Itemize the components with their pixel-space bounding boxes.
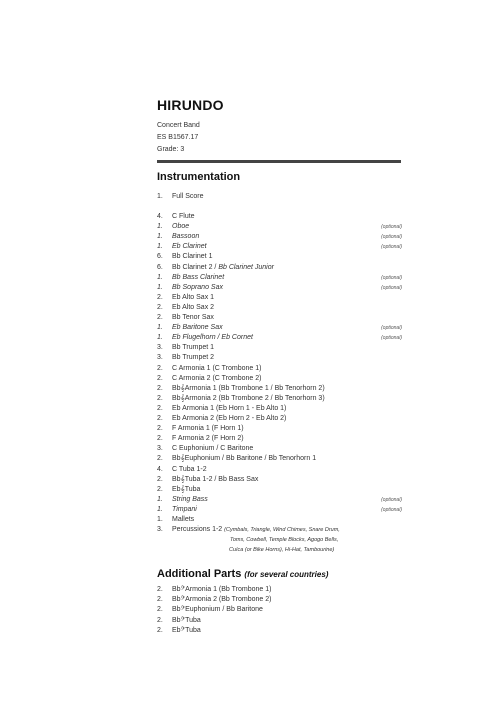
part-count: 6.: [157, 253, 163, 261]
part-name-text: Bb Tenor Sax: [172, 314, 214, 321]
part-name-text: Bb𝄞Armonia 1 (Bb Trombone 1 / Bb Tenorhorn 2): [172, 384, 325, 392]
part-name: [172, 434, 244, 444]
list-item: [157, 192, 402, 202]
part-name-text: Bb𝄞Tuba 1-2 / Bb Bass Sax: [172, 475, 259, 483]
part-name: [172, 424, 244, 434]
part-count: 1.: [157, 283, 163, 291]
part-name-text: C Flute: [172, 213, 195, 220]
part-name: [172, 414, 286, 424]
part-count: 2.: [157, 303, 163, 311]
optional-label: (optional): [381, 284, 402, 291]
heading-subtitle: (for several countries): [244, 570, 329, 579]
part-name-text: Eb Armonia 2 (Eb Horn 2 - Eb Alto 2): [172, 415, 287, 422]
meta-catalog: ES B1567.17: [157, 134, 199, 141]
part-count: 2.: [157, 415, 163, 422]
part-count: 4.: [157, 213, 163, 220]
part-count: 2.: [157, 606, 163, 614]
list-item: [157, 505, 402, 515]
part-name: [172, 515, 194, 525]
list-item: [157, 444, 402, 454]
part-name: [172, 303, 214, 313]
list-item: [157, 343, 402, 353]
list-item: [157, 293, 402, 303]
part-count: 2.: [157, 586, 163, 593]
list-item: [157, 434, 402, 444]
list-item: [157, 595, 402, 605]
part-name-text: Bb𝄞Armonia 2 (Bb Trombone 2 / Bb Tenorhorn 3): [172, 394, 325, 402]
part-count: 3.: [157, 526, 163, 534]
part-count: 1.: [157, 495, 163, 503]
list-item: [157, 626, 402, 636]
part-name-text: C Armonia 1 (C Trombone 1): [172, 364, 262, 372]
part-name-text: Bb Clarinet 1: [172, 253, 213, 261]
list-item: [157, 454, 402, 464]
part-name: [172, 485, 200, 495]
part-name: [172, 353, 214, 363]
part-name-extra: Bb Clarinet Junior: [218, 263, 274, 271]
part-count: 1.: [157, 273, 163, 281]
part-name: [172, 273, 224, 283]
meta-ensemble: Concert Band: [157, 122, 200, 129]
part-count: 2.: [157, 425, 163, 433]
part-name: Bb𝄢Tuba: [172, 616, 201, 624]
part-count: 6.: [157, 263, 163, 271]
part-count: 2.: [157, 616, 163, 624]
part-count: 2.: [157, 455, 163, 463]
percussion-continuation-line: Cuíca (or Bike Horns), Hi-Hat, Tambourine): [229, 547, 335, 554]
optional-label: (optional): [381, 496, 402, 503]
meta-grade: Grade: 3: [157, 146, 185, 153]
part-name-text: Eb Alto Sax 1: [172, 293, 215, 301]
optional-label: (optional): [381, 234, 402, 241]
part-name: Eb𝄢Tuba: [172, 626, 201, 634]
part-name: [172, 263, 274, 273]
part-name: [172, 242, 207, 252]
list-item: [157, 525, 402, 535]
part-count: 2.: [157, 314, 163, 321]
part-name: [172, 333, 253, 343]
list-item: [157, 394, 402, 404]
part-count: 2.: [157, 394, 163, 402]
optional-label: (optional): [381, 224, 402, 231]
part-name-text: Eb Alto Sax 2: [172, 303, 215, 311]
part-name: Bb𝄢Armonia 1 (Bb Trombone 1): [172, 586, 272, 593]
part-count: 1.: [157, 324, 163, 332]
list-item: [157, 475, 402, 485]
list-item: [157, 404, 402, 414]
part-name-text: Bb𝄞Euphonium / Bb Baritone / Bb Tenorhorn 1: [172, 455, 317, 463]
list-item: [157, 374, 402, 384]
part-name: Bb𝄢Armonia 2 (Bb Trombone 2): [172, 596, 272, 604]
part-name-text: Eb Armonia 1 (Eb Horn 1 - Eb Alto 1): [172, 404, 287, 412]
optional-label: (optional): [381, 325, 402, 332]
part-name: [172, 444, 253, 454]
percussion-continuation-line: Toms, Cowbell, Temple Blocks, Agogo Bells,: [230, 537, 339, 544]
list-item: [157, 242, 402, 252]
part-count: 2.: [157, 364, 163, 372]
part-name: [172, 343, 214, 353]
list-item: [157, 414, 402, 424]
list-item: [157, 232, 402, 242]
part-name: [172, 192, 204, 202]
part-count: 1.: [157, 193, 163, 200]
list-item: [157, 353, 402, 363]
list-item: [157, 333, 402, 343]
list-item: [157, 585, 402, 595]
part-name: [172, 525, 340, 535]
section-heading-instrumentation: [157, 171, 240, 183]
part-count: 3.: [157, 344, 163, 352]
part-name-text: Timpani: [172, 505, 197, 513]
part-name: [172, 323, 223, 333]
part-count: 2.: [157, 435, 163, 443]
part-name-text: Eb Flugelhorn / Eb Cornet: [172, 334, 253, 342]
part-name-text: F Armonia 1 (F Horn 1): [172, 425, 244, 433]
part-name: [172, 465, 207, 475]
part-name: Bb𝄢Euphonium / Bb Baritone: [172, 606, 263, 614]
optional-label: (optional): [381, 274, 402, 281]
optional-label: (optional): [381, 244, 402, 251]
divider-rule: [157, 160, 401, 163]
part-name: [172, 313, 214, 323]
list-item: [157, 495, 402, 505]
part-name-text: Eb Baritone Sax: [172, 324, 223, 332]
optional-label: (optional): [381, 506, 402, 513]
part-name: [172, 404, 286, 414]
part-name: [172, 495, 208, 505]
part-count: 2.: [157, 404, 163, 412]
part-count: 3.: [157, 445, 163, 453]
section-heading-additional-parts: [157, 568, 328, 580]
list-item: [157, 222, 402, 232]
part-name-text: Bb Trumpet 1: [172, 344, 215, 352]
list-item: [157, 252, 402, 262]
part-name-text: String Bass: [172, 495, 208, 503]
part-name: [172, 475, 258, 485]
part-name: [172, 374, 261, 384]
list-item: [157, 283, 402, 293]
heading-text: Instrumentation: [157, 171, 241, 183]
part-name-text: C Euphonium / C Baritone: [172, 445, 254, 453]
piece-title: HIRUNDO: [157, 97, 224, 113]
part-name-text: Bb Bass Clarinet: [172, 273, 225, 281]
list-item: [157, 424, 402, 434]
part-count: 2.: [157, 475, 163, 483]
optional-label: (optional): [381, 335, 402, 342]
part-count: 2.: [157, 293, 163, 301]
list-item: [157, 273, 402, 283]
part-name: [172, 212, 195, 222]
list-item: [157, 384, 402, 394]
part-count: 2.: [157, 384, 163, 392]
part-count: 2.: [157, 374, 163, 382]
part-name: [172, 454, 316, 464]
part-count: 1.: [157, 516, 163, 523]
heading-text: Additional Parts: [157, 568, 245, 580]
part-name: [172, 222, 189, 232]
part-name-text: Bb Soprano Sax: [172, 283, 223, 291]
part-name: [172, 293, 214, 303]
part-count: 1.: [157, 223, 163, 231]
part-name: [172, 505, 197, 515]
list-item: [157, 212, 402, 222]
part-name-text: F Armonia 2 (F Horn 2): [172, 435, 244, 443]
part-name: [172, 394, 325, 404]
part-count: 2.: [157, 596, 163, 604]
list-item: [157, 303, 402, 313]
list-item: [157, 364, 402, 374]
part-name-text: Full Score: [172, 193, 204, 200]
list-item: [157, 616, 402, 626]
part-name-text: Bassoon: [172, 233, 200, 241]
part-count: 1.: [157, 505, 163, 513]
list-item: [157, 485, 402, 495]
list-item: [157, 323, 402, 333]
part-name-text: C Armonia 2 (C Trombone 2): [172, 374, 262, 382]
part-name-text: Oboe: [172, 223, 190, 231]
part-name-extra: (Cymbals, Triangle, Wind Chimes, Snare Drum,: [224, 527, 340, 534]
part-name: [172, 364, 261, 374]
part-name: [172, 252, 212, 262]
part-name-text: Percussions 1-2: [172, 526, 225, 534]
part-name-text: Eb𝄞Tuba: [172, 485, 201, 493]
part-count: 2.: [157, 485, 163, 493]
part-count: 1.: [157, 233, 163, 241]
list-item: [157, 515, 402, 525]
part-name: [172, 283, 223, 293]
list-item: [157, 313, 402, 323]
part-name-text: C Tuba 1-2: [172, 465, 207, 473]
part-name: [172, 384, 325, 394]
part-count: 1.: [157, 243, 163, 251]
list-item: [157, 465, 402, 475]
part-count: 1.: [157, 334, 163, 342]
part-name-text: Eb Clarinet: [172, 243, 207, 251]
list-item: [157, 263, 402, 273]
part-name-text: Bb Clarinet 2 /: [172, 263, 219, 271]
part-count: 4.: [157, 465, 163, 473]
part-count: 2.: [157, 626, 163, 634]
part-name-text: Mallets: [172, 516, 195, 523]
list-item: [157, 605, 402, 615]
part-count: 3.: [157, 354, 163, 362]
part-name-text: Bb Trumpet 2: [172, 354, 215, 362]
part-name: [172, 232, 199, 242]
